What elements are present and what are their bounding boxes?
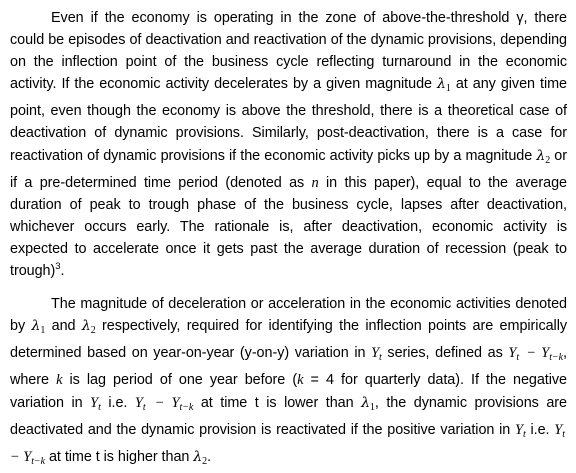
text-run: i.e. — [100, 394, 135, 411]
text-run: or if a pre-determined time period (denoted as — [10, 147, 567, 191]
difference-expression — [135, 395, 193, 411]
variable-letter: Y — [554, 421, 563, 438]
lambda-subscript: 1 — [445, 83, 451, 95]
math-variable: k — [56, 372, 63, 389]
variable-subscript: t−k — [179, 401, 194, 413]
lambda-glyph: λ — [536, 147, 546, 164]
variable-subscript: t — [516, 352, 520, 364]
lambda-subscript: 2 — [545, 154, 551, 166]
math-variable — [371, 345, 382, 364]
math-variable — [90, 395, 101, 411]
variable-subscript: t — [142, 401, 146, 413]
text-run: Even if the economy is operating in the zone of above-the-threshold γ, there could be episodes of deactivation and reactivation of the dynamic provisions, depending on the inflection point of the business cycle reflecting turnaround in the economic activity. If the economic activity decelerates by a given magnitude — [10, 10, 567, 93]
lambda-symbol — [81, 318, 96, 337]
minus-operator: − — [10, 448, 24, 465]
text-run: . — [207, 448, 212, 465]
variable-letter: Y — [541, 345, 550, 362]
variable-subscript: t−k — [549, 352, 564, 364]
lambda-glyph: λ — [81, 318, 91, 335]
variable-letter: Y — [171, 394, 180, 411]
lambda-symbol — [536, 148, 550, 164]
lambda-subscript: 1 — [40, 325, 46, 337]
text-run: and — [45, 318, 82, 335]
paragraph-dynamic-provisions — [10, 7, 567, 282]
lambda-subscript: 2 — [202, 455, 208, 467]
text-run: The magnitude of deceleration or acceleration in the economic activities denoted by — [10, 296, 567, 335]
lambda-symbol — [31, 318, 46, 337]
lambda-glyph: λ — [31, 318, 41, 335]
text-run: series, defined as — [381, 345, 509, 362]
paragraph-inflection-magnitude — [10, 293, 567, 473]
footnote-marker: 3 — [55, 261, 61, 273]
lambda-symbol — [193, 449, 207, 465]
text-run: is lag period of one year before ( — [62, 372, 298, 389]
text-run: at time t is lower than — [193, 394, 362, 411]
text-run: respectively, required for identifying the inflection points are empirically determined based on year-on-year (y-on-y) variation in — [10, 318, 567, 362]
text-run: at any given time point, even though the economy is above the threshold, there is a theoretical case of deactivation of dynamic provisions. Similarly, post-deactivation, there is a case for reactivation of dynamic provisions if the economic activity picks up by a magnitude — [10, 76, 567, 164]
text-run: at time t is higher than — [45, 448, 194, 465]
lambda-symbol — [361, 395, 375, 411]
math-variable: n — [311, 174, 319, 191]
variable-letter: Y — [90, 394, 99, 411]
math-variable — [515, 422, 526, 438]
variable-letter: Y — [515, 421, 523, 438]
lambda-subscript: 2 — [90, 325, 96, 337]
lambda-subscript: 1 — [369, 401, 375, 413]
variable-subscript: t — [522, 428, 526, 440]
text-run: = 4 for quarterly data). If the negative variation in — [10, 372, 568, 411]
variable-letter: Y — [134, 394, 143, 411]
text-run: . — [60, 263, 65, 280]
variable-letter: Y — [23, 448, 32, 465]
lambda-glyph: λ — [361, 394, 370, 411]
minus-operator: − — [521, 345, 542, 362]
text-run: in this paper), equal to the average duration of peak to trough phase of the business cycle, lapses after deactivation, whichever occurs early. The rationale is, after deactivation, economic activity is expected to accelerate once it gets past the average duration of recession (peak to trough) — [10, 174, 567, 280]
lambda-glyph: λ — [193, 448, 203, 465]
lambda-glyph: λ — [437, 76, 446, 93]
variable-subscript: t−k — [31, 455, 46, 467]
variable-letter: Y — [508, 345, 517, 362]
variable-subscript: t — [98, 401, 101, 413]
text-run: i.e. — [525, 421, 555, 438]
text-run: , the dynamic provisions are deactivated and the dynamic provision is reactivated if the positive variation in — [10, 394, 567, 438]
difference-expression — [508, 345, 564, 364]
lambda-symbol — [437, 76, 451, 95]
math-variable: k — [297, 372, 304, 389]
variable-subscript: t — [379, 352, 382, 364]
minus-operator: − — [147, 394, 172, 411]
text-run: , where — [10, 345, 567, 389]
variable-letter: Y — [371, 345, 380, 362]
variable-subscript: t — [562, 428, 565, 440]
